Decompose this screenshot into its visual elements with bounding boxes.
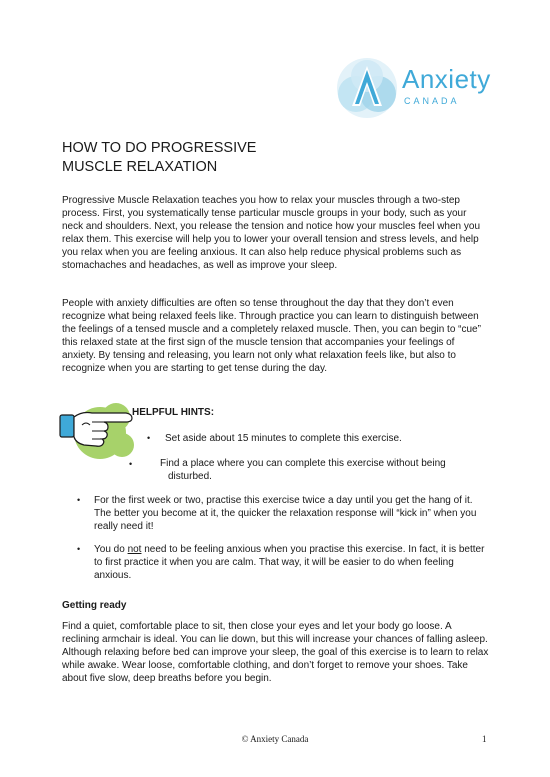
- hint-text: Find a place where you can complete this exercise without being: [160, 458, 446, 469]
- bullet-icon: •: [77, 544, 81, 554]
- hint-text: [94, 543, 490, 582]
- anxiety-canada-logo: [334, 56, 504, 120]
- hint-text: Set aside about 15 minutes to complete this exercise.: [165, 433, 402, 444]
- page-title: [62, 139, 256, 177]
- hint-text: For the first week or two, practise this exercise twice a day until you get the hang of it. The better you become at it, the quicker the relaxation response will “kick in” when you really need it!: [94, 495, 477, 533]
- anxiety-canada-logo-mark: [334, 56, 400, 120]
- page-title-line-1: HOW TO DO PROGRESSIVE: [62, 140, 257, 156]
- hint-item: [129, 457, 490, 483]
- hint-item: [77, 494, 490, 533]
- intro-paragraph-1: Progressive Muscle Relaxation teaches you how to relax your muscles through a two-step process. First, you systematically tense particular muscle groups in your body, such as your neck and shoulders. Next, you release the tension and notice how your muscles feel when you relax them. This exercise will help you to lower your overall tension and stress levels, and help you relax when you are feeling anxious. It can also help reduce physical problems such as stomachaches and headaches, as well as improve your sleep.: [62, 195, 481, 272]
- hint-item: [77, 543, 490, 582]
- hint-text-continued: disturbed.: [168, 471, 212, 483]
- page-number: 1: [482, 734, 487, 744]
- bullet-icon: •: [77, 495, 81, 505]
- logo-wordmark: Anxiety: [402, 64, 491, 94]
- getting-ready-paragraph: Find a quiet, comfortable place to sit, then close your eyes and let your body go loose. A reclining armchair is ideal. You can lie down, but this will increase your chances of falling asleep. Although relaxing before bed can improve your sleep, the goal of this exercise is to learn to relax while awake. Wear loose, comfortable clothing, and don’t forget to remove your shoes. Take about five slow, deep breaths before you begin.: [62, 621, 489, 685]
- getting-ready-heading: Getting ready: [62, 600, 127, 611]
- hint-item: [147, 432, 485, 445]
- helpful-hints-heading: HELPFUL HINTS:: [132, 407, 215, 418]
- hint-emphasis: not: [127, 544, 142, 555]
- logo-subtitle: CANADA: [404, 96, 460, 106]
- footer-copyright: © Anxiety Canada: [241, 734, 309, 744]
- bullet-icon: •: [129, 459, 133, 469]
- pointing-hand-icon: [56, 393, 140, 469]
- hint-text-part: You do: [94, 544, 128, 555]
- bullet-icon: •: [147, 433, 151, 443]
- page-title-line-2: MUSCLE RELAXATION: [62, 159, 218, 175]
- intro-paragraph-2: People with anxiety difficulties are often so tense throughout the day that they don’t even recognize what being relaxed feels like. Through practice you can learn to distinguish between the feelings of a tensed muscle and a completely relaxed muscle. Then, you can begin to “cue” this relaxed state at the first sign of the muscle tension that accompanies your feelings of anxiety. By tensing and releasing, you learn not only what relaxation feels like, but also to recognize when you are starting to get tense during the day.: [62, 298, 481, 375]
- hint-text-part: need to be feeling anxious when you practise this exercise. In fact, it is better to first practice it when you are calm. That way, it will be easier to do when feeling anxious.: [94, 544, 485, 582]
